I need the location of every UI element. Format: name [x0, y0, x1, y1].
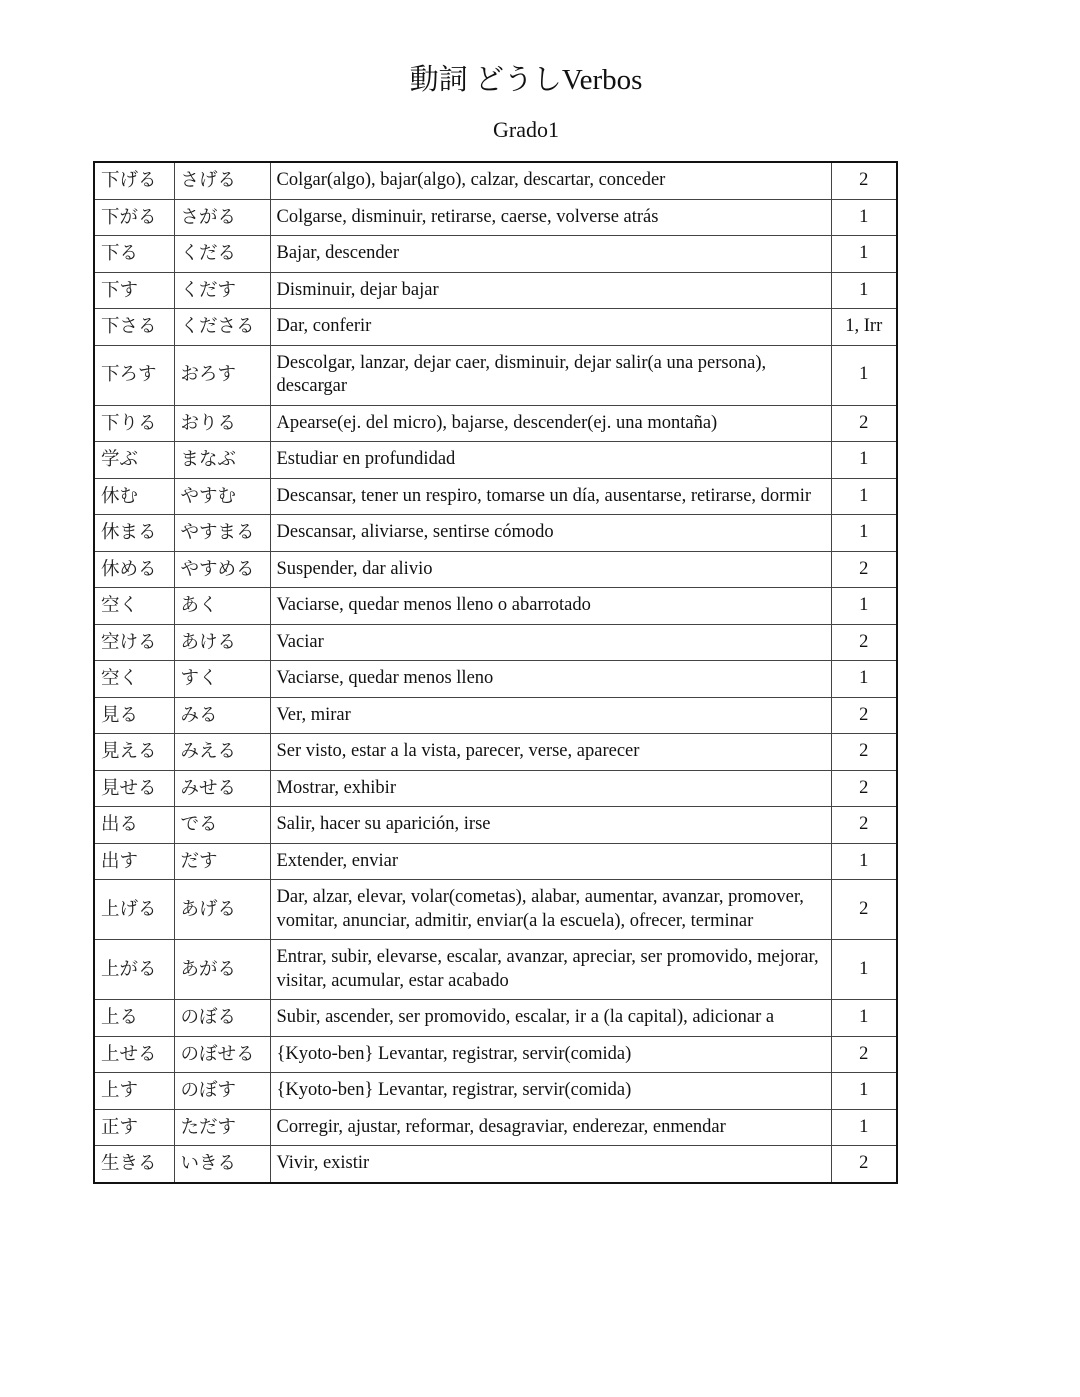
- verb-kanji-cell: 学ぶ: [94, 442, 174, 479]
- verb-grade-cell: 2: [831, 1146, 897, 1183]
- verb-meaning-cell: Dar, conferir: [270, 309, 831, 346]
- verb-kana-cell: やすめる: [174, 551, 270, 588]
- verb-meaning-cell: Entrar, subir, elevarse, escalar, avanzar, apreciar, ser promovido, mejorar, visitar, acumular, estar acabado: [270, 940, 831, 1000]
- verb-meaning-cell: Vaciarse, quedar menos lleno: [270, 661, 831, 698]
- table-row: [94, 1000, 897, 1037]
- verb-kanji-cell: 休む: [94, 478, 174, 515]
- verb-meaning-cell: Suspender, dar alivio: [270, 551, 831, 588]
- verb-grade-cell: 1: [831, 478, 897, 515]
- verb-kanji-cell: 出る: [94, 807, 174, 844]
- table-row: [94, 588, 897, 625]
- verb-meaning-cell: Ver, mirar: [270, 697, 831, 734]
- verb-kanji-cell: 正す: [94, 1109, 174, 1146]
- table-row: [94, 770, 897, 807]
- verb-meaning-cell: {Kyoto-ben} Levantar, registrar, servir(comida): [270, 1036, 831, 1073]
- table-row: [94, 807, 897, 844]
- verb-kanji-cell: 休める: [94, 551, 174, 588]
- verb-kanji-cell: 上す: [94, 1073, 174, 1110]
- verb-kana-cell: やすまる: [174, 515, 270, 552]
- verb-kanji-cell: 下る: [94, 236, 174, 273]
- table-row: [94, 624, 897, 661]
- verb-kanji-cell: 上がる: [94, 940, 174, 1000]
- verb-meaning-cell: Bajar, descender: [270, 236, 831, 273]
- verb-kana-cell: あげる: [174, 880, 270, 940]
- verb-grade-cell: 2: [831, 697, 897, 734]
- verb-kana-cell: あく: [174, 588, 270, 625]
- verb-kanji-cell: 空く: [94, 661, 174, 698]
- table-row: [94, 940, 897, 1000]
- verb-grade-cell: 2: [831, 551, 897, 588]
- verb-meaning-cell: Estudiar en profundidad: [270, 442, 831, 479]
- table-row: [94, 697, 897, 734]
- verb-kana-cell: みせる: [174, 770, 270, 807]
- verb-kana-cell: おろす: [174, 345, 270, 405]
- table-row: [94, 1146, 897, 1183]
- verb-grade-cell: 1: [831, 272, 897, 309]
- verb-kana-cell: くだす: [174, 272, 270, 309]
- verb-kanji-cell: 下さる: [94, 309, 174, 346]
- table-row: [94, 661, 897, 698]
- verb-meaning-cell: Descansar, aliviarse, sentirse cómodo: [270, 515, 831, 552]
- verb-kanji-cell: 下りる: [94, 405, 174, 442]
- verb-kanji-cell: 見せる: [94, 770, 174, 807]
- verb-kanji-cell: 見る: [94, 697, 174, 734]
- verb-kana-cell: のぼる: [174, 1000, 270, 1037]
- verb-meaning-cell: Subir, ascender, ser promovido, escalar, ir a (la capital), adicionar a: [270, 1000, 831, 1037]
- verb-kanji-cell: 出す: [94, 843, 174, 880]
- verb-kana-cell: みる: [174, 697, 270, 734]
- verb-kana-cell: いきる: [174, 1146, 270, 1183]
- verb-kana-cell: ただす: [174, 1109, 270, 1146]
- verb-table: [93, 161, 898, 1184]
- page-subtitle: Grado1: [493, 117, 559, 142]
- verb-kanji-cell: 生きる: [94, 1146, 174, 1183]
- verb-kanji-cell: 下ろす: [94, 345, 174, 405]
- table-row: [94, 405, 897, 442]
- verb-kana-cell: のぼす: [174, 1073, 270, 1110]
- table-row: [94, 345, 897, 405]
- verb-grade-cell: 1: [831, 1109, 897, 1146]
- verb-meaning-cell: Ser visto, estar a la vista, parecer, verse, aparecer: [270, 734, 831, 771]
- table-row: [94, 734, 897, 771]
- verb-meaning-cell: {Kyoto-ben} Levantar, registrar, servir(comida): [270, 1073, 831, 1110]
- verb-grade-cell: 1: [831, 199, 897, 236]
- table-row: [94, 1036, 897, 1073]
- verb-meaning-cell: Colgar(algo), bajar(algo), calzar, descartar, conceder: [270, 162, 831, 199]
- verb-meaning-cell: Extender, enviar: [270, 843, 831, 880]
- verb-kana-cell: あがる: [174, 940, 270, 1000]
- verb-table-body: [94, 162, 897, 1183]
- table-row: [94, 478, 897, 515]
- verb-kana-cell: さがる: [174, 199, 270, 236]
- verb-grade-cell: 1, Irr: [831, 309, 897, 346]
- verb-grade-cell: 1: [831, 515, 897, 552]
- table-row: [94, 236, 897, 273]
- verb-meaning-cell: Vaciarse, quedar menos lleno o abarrotado: [270, 588, 831, 625]
- verb-kanji-cell: 下がる: [94, 199, 174, 236]
- verb-grade-cell: 2: [831, 734, 897, 771]
- verb-grade-cell: 2: [831, 1036, 897, 1073]
- verb-kanji-cell: 上る: [94, 1000, 174, 1037]
- verb-meaning-cell: Dar, alzar, elevar, volar(cometas), alabar, aumentar, avanzar, promover, vomitar, anunciar, admitir, enviar(a la escuela), ofrecer, terminar: [270, 880, 831, 940]
- verb-kana-cell: あける: [174, 624, 270, 661]
- verb-kana-cell: さげる: [174, 162, 270, 199]
- table-row: [94, 1109, 897, 1146]
- table-row: [94, 162, 897, 199]
- table-row: [94, 843, 897, 880]
- verb-kanji-cell: 下げる: [94, 162, 174, 199]
- verb-kana-cell: でる: [174, 807, 270, 844]
- verb-kanji-cell: 空く: [94, 588, 174, 625]
- verb-meaning-cell: Corregir, ajustar, reformar, desagraviar, enderezar, enmendar: [270, 1109, 831, 1146]
- verb-grade-cell: 1: [831, 940, 897, 1000]
- verb-grade-cell: 1: [831, 661, 897, 698]
- table-row: [94, 272, 897, 309]
- verb-kana-cell: だす: [174, 843, 270, 880]
- verb-grade-cell: 1: [831, 843, 897, 880]
- table-row: [94, 1073, 897, 1110]
- verb-kana-cell: くださる: [174, 309, 270, 346]
- verb-kana-cell: まなぶ: [174, 442, 270, 479]
- table-row: [94, 309, 897, 346]
- verb-kana-cell: おりる: [174, 405, 270, 442]
- page-title: 動詞 どうしVerbos: [409, 64, 643, 96]
- verb-kana-cell: みえる: [174, 734, 270, 771]
- verb-meaning-cell: Disminuir, dejar bajar: [270, 272, 831, 309]
- verb-grade-cell: 1: [831, 442, 897, 479]
- verb-grade-cell: 2: [831, 624, 897, 661]
- verb-meaning-cell: Apearse(ej. del micro), bajarse, descender(ej. una montaña): [270, 405, 831, 442]
- verb-kana-cell: やすむ: [174, 478, 270, 515]
- table-row: [94, 515, 897, 552]
- verb-meaning-cell: Vivir, existir: [270, 1146, 831, 1183]
- verb-grade-cell: 2: [831, 880, 897, 940]
- table-row: [94, 551, 897, 588]
- verb-grade-cell: 2: [831, 770, 897, 807]
- verb-grade-cell: 2: [831, 162, 897, 199]
- table-row: [94, 199, 897, 236]
- verb-meaning-cell: Salir, hacer su aparición, irse: [270, 807, 831, 844]
- verb-kanji-cell: 空ける: [94, 624, 174, 661]
- verb-kanji-cell: 休まる: [94, 515, 174, 552]
- verb-kana-cell: すく: [174, 661, 270, 698]
- verb-meaning-cell: Mostrar, exhibir: [270, 770, 831, 807]
- table-row: [94, 442, 897, 479]
- verb-meaning-cell: Colgarse, disminuir, retirarse, caerse, volverse atrás: [270, 199, 831, 236]
- verb-grade-cell: 1: [831, 588, 897, 625]
- verb-kanji-cell: 上げる: [94, 880, 174, 940]
- verb-meaning-cell: Descolgar, lanzar, dejar caer, disminuir, dejar salir(a una persona), descargar: [270, 345, 831, 405]
- verb-kana-cell: くだる: [174, 236, 270, 273]
- verb-kanji-cell: 下す: [94, 272, 174, 309]
- verb-grade-cell: 1: [831, 236, 897, 273]
- verb-grade-cell: 1: [831, 345, 897, 405]
- verb-meaning-cell: Descansar, tener un respiro, tomarse un día, ausentarse, retirarse, dormir: [270, 478, 831, 515]
- verb-kanji-cell: 見える: [94, 734, 174, 771]
- verb-meaning-cell: Vaciar: [270, 624, 831, 661]
- verb-kana-cell: のぼせる: [174, 1036, 270, 1073]
- verb-grade-cell: 1: [831, 1000, 897, 1037]
- verb-grade-cell: 2: [831, 807, 897, 844]
- verb-grade-cell: 2: [831, 405, 897, 442]
- table-row: [94, 880, 897, 940]
- verb-grade-cell: 1: [831, 1073, 897, 1110]
- verb-kanji-cell: 上せる: [94, 1036, 174, 1073]
